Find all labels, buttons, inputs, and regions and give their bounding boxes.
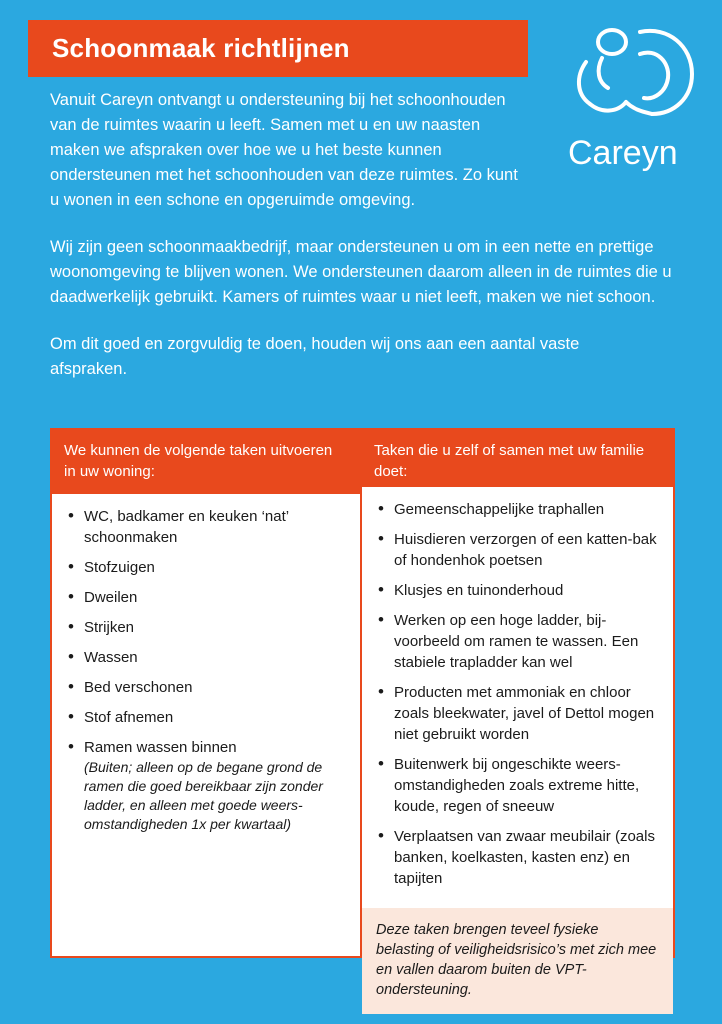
page-header-bar xyxy=(28,20,528,77)
list-item xyxy=(392,826,663,889)
list-item-text: Verplaatsen van zwaar meubilair (zoals banken, koelkasten, kasten enz) en tapijten xyxy=(394,828,655,887)
list-item xyxy=(392,529,663,571)
list-item-text: Buitenwerk bij ongeschikte weers-omstandigheden zoals extreme hitte, koude, regen of sneeuw xyxy=(394,756,640,815)
tasks-column-left-header: We kunnen de volgende taken uitvoeren in uw woning: xyxy=(52,430,360,494)
list-item xyxy=(392,580,663,601)
list-item-text: Klusjes en tuinonderhoud xyxy=(394,582,564,599)
list-item-text: Dweilen xyxy=(84,589,138,606)
tasks-column-right-body xyxy=(362,487,673,908)
tasks-column-right-header: Taken die u zelf of samen met uw familie doet: xyxy=(362,430,673,487)
list-item-text: Bed verschonen xyxy=(84,679,193,696)
intro-paragraph-2: Wij zijn geen schoonmaakbedrijf, maar ondersteunen u om in een nette en prettige woonomgeving te blijven wonen. We ondersteunen daarom alleen in de ruimtes die u daadwerkelijk gebruikt. Kamers of ruimtes waar u niet leeft, maken we niet schoon. xyxy=(50,238,672,306)
tasks-column-left xyxy=(52,430,362,956)
list-item-note: (Buiten; alleen op de begane grond de ramen die goed bereikbaar zijn zonder ladder, en alleen met goede weers-omstandigheden 1x per kwartaal) xyxy=(84,759,323,832)
list-item-text: Werken op een hoge ladder, bij-voorbeeld om ramen te wassen. Een stabiele trapladder kan wel xyxy=(394,612,639,671)
list-item-text: Huisdieren verzorgen of een katten-bak of hondenhok poetsen xyxy=(394,531,657,569)
tasks-column-left-body xyxy=(52,494,360,956)
list-item xyxy=(392,499,663,520)
list-item-text: Gemeenschappelijke traphallen xyxy=(394,501,605,518)
list-item-text: Stofzuigen xyxy=(84,559,155,576)
list-item-text: Ramen wassen binnen xyxy=(84,739,237,756)
list-item xyxy=(82,647,350,668)
tasks-column-right xyxy=(362,430,673,998)
intro-paragraph-3: Om dit goed en zorgvuldig te doen, houden wij ons aan een aantal vaste afspraken. xyxy=(50,335,580,378)
tasks-table xyxy=(50,428,675,998)
intro-section xyxy=(50,88,680,404)
list-item-text: Strijken xyxy=(84,619,135,636)
list-item xyxy=(82,617,350,638)
list-item-text: Wassen xyxy=(84,649,138,666)
list-item xyxy=(82,677,350,698)
tasks-list-right xyxy=(374,499,663,889)
list-item xyxy=(82,707,350,728)
list-item xyxy=(82,506,350,548)
list-item xyxy=(82,557,350,578)
list-item-text: WC, badkamer en keuken ‘nat’ schoonmaken xyxy=(84,508,289,546)
list-item-text: Stof afnemen xyxy=(84,709,174,726)
intro-paragraph-1: Vanuit Careyn ontvangt u ondersteuning bij het schoonhouden van de ruimtes waarin u leeft. Samen met u en uw naasten maken we afspraken over hoe we u het beste kunnen ondersteunen met het schoonhouden van deze ruimtes. Zo kunt u wonen in een schone en opgeruimde omgeving. xyxy=(50,91,518,209)
logo-wordmark: Careyn xyxy=(568,134,678,172)
tasks-footnote: Deze taken brengen teveel fysieke belasting of veiligheidsrisico’s met zich mee en vallen daarom buiten de VPT-ondersteuning. xyxy=(362,908,673,1014)
list-item xyxy=(392,754,663,817)
page-title: Schoonmaak richtlijnen xyxy=(52,33,350,63)
tasks-list-left xyxy=(64,506,350,834)
list-item xyxy=(392,682,663,745)
list-item xyxy=(82,587,350,608)
list-item xyxy=(82,737,350,834)
list-item xyxy=(392,610,663,673)
list-item-text: Producten met ammoniak en chloor zoals bleekwater, javel of Dettol mogen niet gebruikt worden xyxy=(394,684,655,743)
